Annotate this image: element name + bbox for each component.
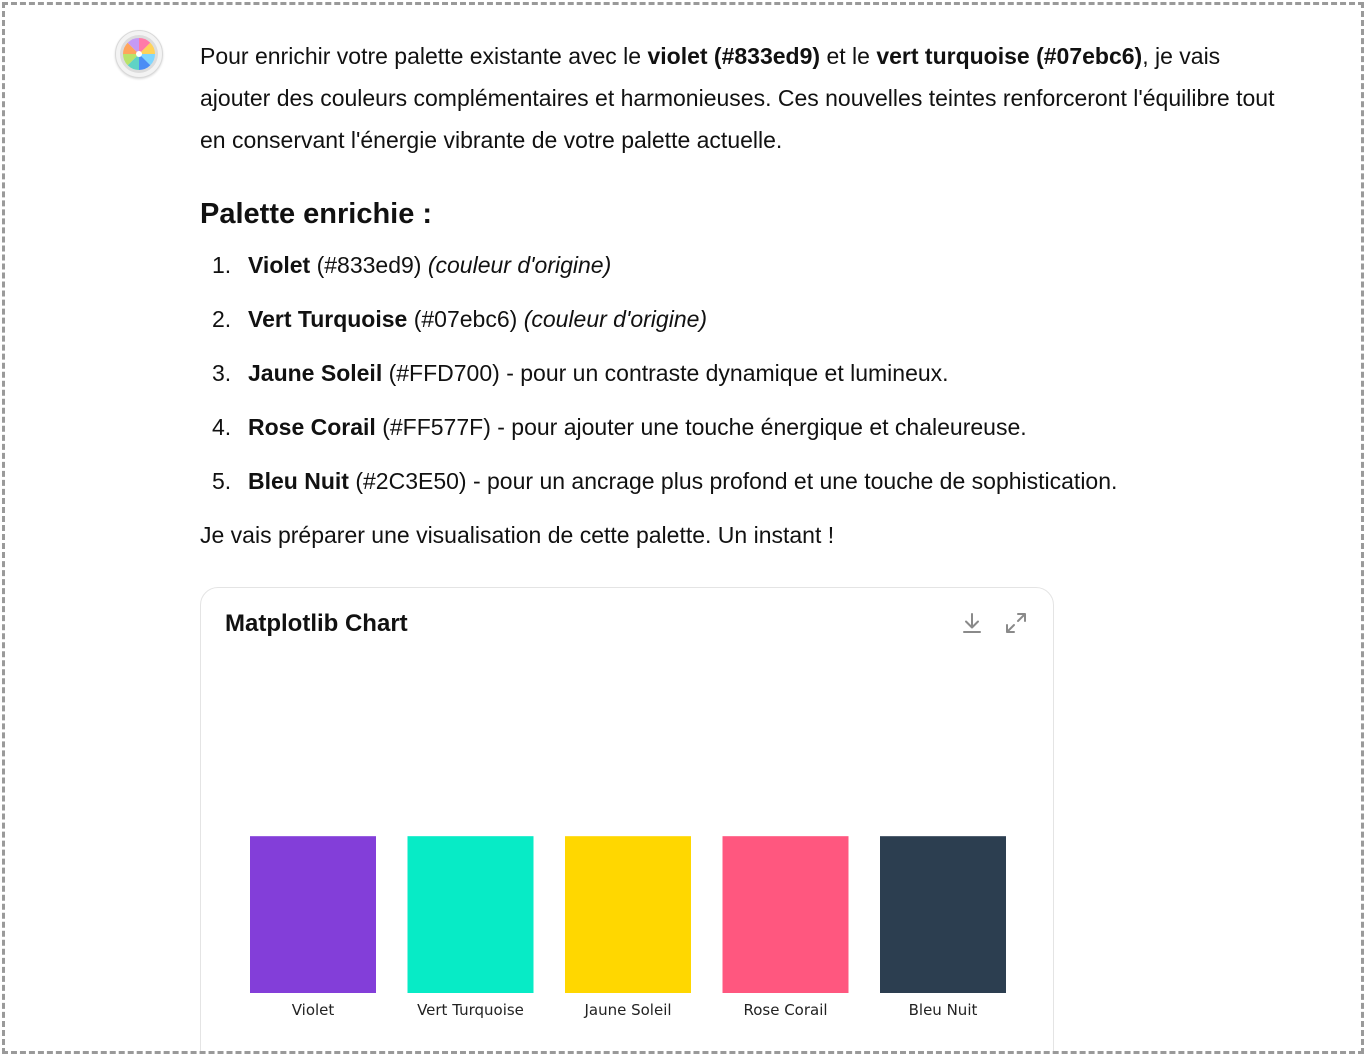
intro-bold-turquoise: vert turquoise (#07ebc6) [876,43,1143,69]
color-code: (#833ed9) [310,252,428,278]
intro-text: et le [820,43,877,69]
list-number: 5. [212,468,232,494]
list-number: 4. [212,414,232,440]
color-name: Rose Corail [248,414,376,440]
expand-icon[interactable] [1003,610,1029,636]
swatch-label: Vert Turquoise [417,1001,524,1019]
color-code: (#FFD700) [382,360,500,386]
color-name: Jaune Soleil [248,360,383,386]
list-item [200,358,1280,388]
color-note: (couleur d'origine) [427,252,612,278]
intro-text: , je vais ajouter des couleurs complémentaires et harmonieuses. Ces nouvelles teintes renforceront l'équilibre tout en conservant l'énergie vibrante de votre palette actuelle. [200,43,1275,153]
color-wheel-icon [119,34,159,74]
swatch-bar-violet [250,836,376,993]
color-name: Bleu Nuit [248,468,349,494]
list-item [200,466,1280,496]
swatch-bar-vert-turquoise [408,836,534,993]
chart-card [200,587,1054,1054]
intro-paragraph [200,35,1280,161]
list-item [200,250,1280,280]
swatch-label: Rose Corail [743,1001,828,1019]
swatch-label: Jaune Soleil [584,1001,672,1019]
intro-bold-violet: violet (#833ed9) [647,43,821,69]
list-number: 3. [212,360,232,386]
chart-card-title: Matplotlib Chart [225,610,408,637]
color-desc: - pour un ancrage plus profond et une touche de sophistication. [466,468,1118,494]
palette-list [200,250,1280,496]
color-desc: - pour ajouter une touche énergique et chaleureuse. [490,414,1027,440]
color-code: (#FF577F) [375,414,491,440]
swatch-label: Bleu Nuit [908,1001,978,1019]
swatch-bar-jaune-soleil [565,836,691,993]
color-code: (#07ebc6) [407,306,524,332]
palette-chart [201,588,1055,1054]
color-name: Vert Turquoise [248,306,408,332]
list-number: 1. [212,252,232,278]
intro-text: Pour enrichir votre palette existante avec le [200,43,648,69]
swatch-bar-rose-corail [723,836,849,993]
download-icon[interactable] [959,610,985,636]
list-item [200,304,1280,334]
assistant-avatar [115,30,163,78]
color-note: (couleur d'origine) [523,306,708,332]
conversation-frame [2,2,1364,1054]
color-code: (#2C3E50) [348,468,467,494]
list-number: 2. [212,306,232,332]
color-desc: - pour un contraste dynamique et lumineux. [499,360,949,386]
list-item [200,412,1280,442]
color-name: Violet [248,252,311,278]
prep-paragraph: Je vais préparer une visualisation de cette palette. Un instant ! [200,522,835,548]
chart-card-actions [959,610,1029,636]
palette-heading: Palette enrichie : [200,198,433,230]
swatch-label: Violet [291,1001,335,1019]
swatch-bar-bleu-nuit [880,836,1006,993]
assistant-message [200,35,1280,550]
